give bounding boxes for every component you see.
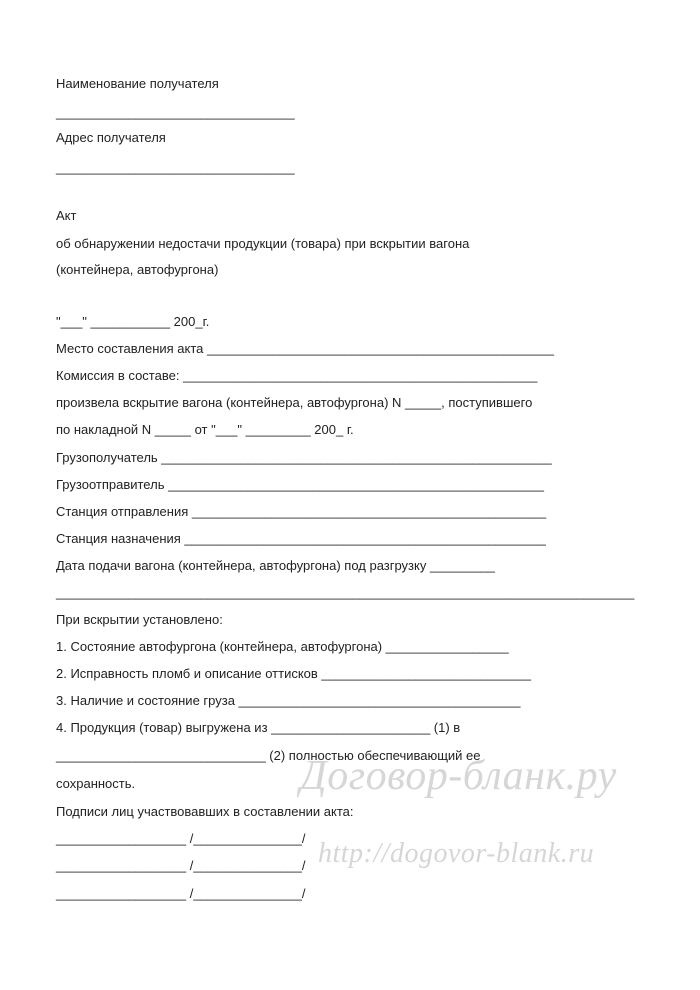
signatures-heading: Подписи лиц участвовавших в составлении акта:	[56, 804, 354, 819]
signature-row: __________________ /_______________/	[56, 831, 306, 846]
recipient-name-line: _________________________________	[56, 105, 295, 120]
place-line: Место составления акта ________________________________________________	[56, 341, 555, 356]
act-title: Акт	[56, 208, 77, 223]
commission-line: Комиссия в составе: _________________________________________________	[56, 368, 538, 383]
findings-item-4: 4. Продукция (товар) выгружена из ______________________ (1) в	[56, 720, 461, 735]
act-subtitle-cont: (контейнера, автофургона)	[56, 262, 219, 277]
recipient-address-label: Адрес получателя	[56, 130, 166, 145]
recipient-address-line: _________________________________	[56, 160, 295, 175]
consignor-line: Грузоотправитель ____________________________________________________	[56, 477, 545, 492]
destination-station-line: Станция назначения __________________________________________________	[56, 531, 546, 546]
act-subtitle: об обнаружении недостачи продукции (товара) при вскрытии вагона	[56, 236, 470, 251]
opened-wagon-line: произвела вскрытие вагона (контейнера, автофургона) N _____, поступившего	[56, 395, 533, 410]
signature-row: __________________ /_______________/	[56, 886, 306, 901]
findings-heading: При вскрытии установлено:	[56, 612, 223, 627]
findings-item-1: 1. Состояние автофургона (контейнера, автофургона) _________________	[56, 639, 509, 654]
delivery-date-line: Дата подачи вагона (контейнера, автофургона) под разгрузку _________	[56, 558, 496, 573]
findings-item-4-cont: _____________________________ (2) полностью обеспечивающий ее	[56, 748, 481, 763]
waybill-line: по накладной N _____ от "___" _________ 200_ г.	[56, 422, 354, 437]
findings-item-3: 3. Наличие и состояние груза _______________________________________	[56, 693, 521, 708]
recipient-name-label: Наименование получателя	[56, 76, 219, 91]
blank-full-line: ________________________________________________________________________________	[56, 585, 635, 600]
watermark-brand: Договор-бланк.ру	[300, 753, 617, 799]
act-date-line: "___" ___________ 200_г.	[56, 314, 210, 329]
departure-station-line: Станция отправления _________________________________________________	[56, 504, 547, 519]
consignee-line: Грузополучатель ______________________________________________________	[56, 450, 552, 465]
watermark-url: http://dogovor-blank.ru	[318, 838, 595, 869]
signature-row: __________________ /_______________/	[56, 858, 306, 873]
findings-item-4-end: сохранность.	[56, 776, 136, 791]
findings-item-2: 2. Исправность пломб и описание оттисков _____________________________	[56, 666, 532, 681]
